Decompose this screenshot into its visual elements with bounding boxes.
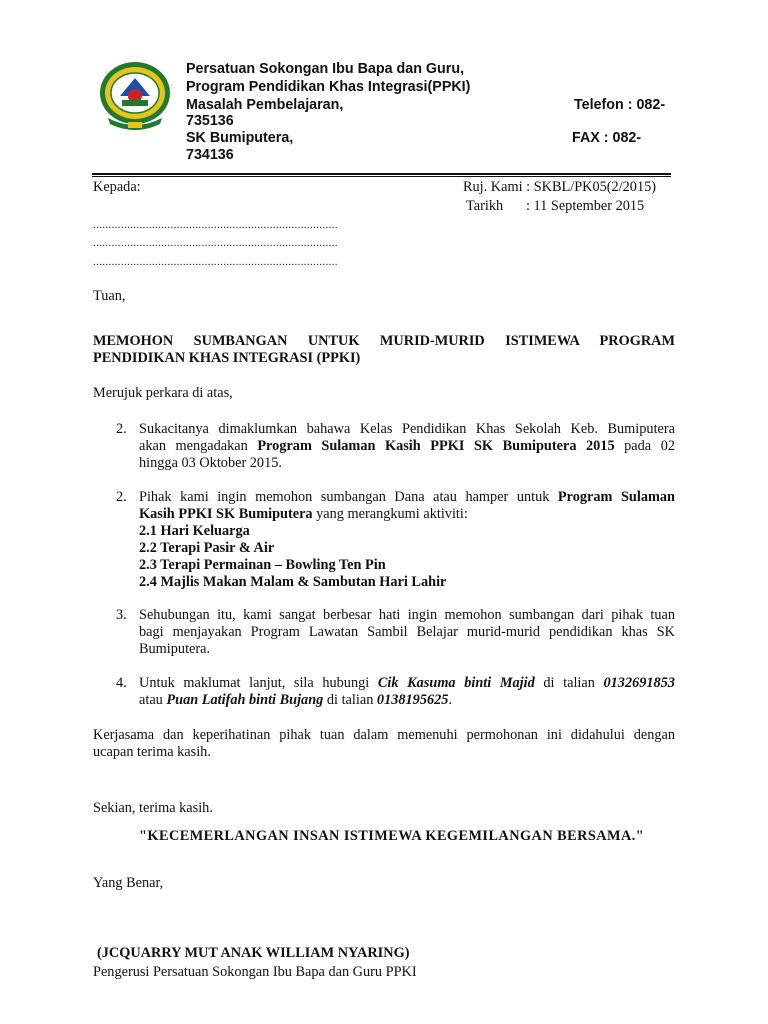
address-line-blank: ...............................................................................	[93, 256, 338, 268]
address-line-blank: ...............................................................................	[93, 237, 338, 249]
para-4	[139, 675, 675, 709]
activity-item: 2.1 Hari Keluarga	[139, 523, 250, 539]
reference-number: Ruj. Kami : SKBL/PK05(2/2015)	[463, 179, 657, 195]
text-run: atau	[139, 692, 167, 708]
para-3-line: Bumiputera.	[139, 641, 211, 657]
salutation: Tuan,	[93, 288, 126, 304]
date-label: Tarikh	[466, 198, 504, 214]
school-crest-logo	[98, 60, 172, 130]
address-line-blank: ...............................................................................	[93, 219, 338, 231]
text-run: Pihak kami ingin memohon sumbangan Dana atau hamper untuk	[139, 489, 558, 505]
text-run: akan mengadakan	[139, 438, 258, 454]
contact-name: Puan Latifah binti Bujang	[166, 692, 324, 708]
letterhead-telefon-cont: 735136	[186, 113, 234, 129]
text-run: pada 02	[614, 438, 675, 454]
kepada-label: Kepada:	[93, 179, 141, 195]
sekian-text: Sekian, terima kasih.	[93, 800, 213, 816]
para-1-number: 2.	[116, 421, 127, 437]
letterhead-fax: FAX : 082-	[572, 130, 642, 146]
letterhead-unit: Masalah Pembelajaran,	[186, 97, 344, 113]
contact-name: Cik Kasuma binti Majid	[377, 675, 535, 691]
program-name: Program Sulaman Kasih PPKI SK Bumiputera 2015	[257, 438, 615, 454]
signatory-title: Pengerusi Persatuan Sokongan Ibu Bapa dan Guru PPKI	[93, 964, 417, 980]
subject-heading	[93, 333, 675, 367]
letterhead-divider-thin	[92, 176, 671, 177]
text-run: di talian	[323, 692, 377, 708]
text-run: yang merangkumi aktiviti:	[312, 506, 468, 522]
yang-benar: Yang Benar,	[93, 875, 164, 891]
letterhead-divider	[92, 173, 671, 175]
letterhead-telefon: Telefon : 082-	[574, 97, 666, 113]
activity-item: 2.4 Majlis Makan Malam & Sambutan Hari Lahir	[139, 574, 447, 590]
letterhead-school: SK Bumiputera,	[186, 130, 294, 146]
para-3-line: bagi menjayakan Program Lawatan Sambil Belajar murid-murid pendidikan khas SK	[139, 624, 675, 640]
text-run: Untuk maklumat lanjut, sila hubungi	[139, 675, 378, 691]
closing-line: Kerjasama dan keperihatinan pihak tuan dalam memenuhi permohonan ini didahului dengan	[93, 727, 675, 743]
para-2-line	[139, 506, 675, 523]
text-run: .	[448, 692, 452, 708]
para-3-line: Sehubungan itu, kami sangat berbesar hati ingin memohon sumbangan dari pihak tuan	[139, 607, 675, 623]
para-3	[139, 607, 675, 658]
activity-item: 2.3 Terapi Permainan – Bowling Ten Pin	[139, 557, 386, 573]
para-1-line	[139, 438, 675, 455]
para-4-number: 4.	[116, 675, 127, 691]
closing-paragraph	[93, 727, 675, 761]
para-4-line	[139, 675, 675, 692]
contact-phone: 0138195625	[376, 692, 449, 708]
program-name: Kasih PPKI SK Bumiputera	[139, 506, 313, 522]
signatory-name: (JCQUARRY MUT ANAK WILLIAM NYARING)	[97, 945, 410, 961]
activity-item: 2.2 Terapi Pasir & Air	[139, 540, 275, 556]
merujuk-text: Merujuk perkara di atas,	[93, 385, 233, 401]
para-2-line	[139, 489, 675, 506]
subject-line-1: MEMOHON SUMBANGAN UNTUK MURID-MURID ISTIMEWA PROGRAM	[93, 333, 675, 349]
letterhead-program: Program Pendidikan Khas Integrasi(PPKI)	[186, 79, 471, 95]
para-1-line: hingga 03 Oktober 2015.	[139, 455, 282, 471]
closing-line: ucapan terima kasih.	[93, 744, 211, 760]
para-2	[139, 489, 675, 591]
para-3-number: 3.	[116, 607, 127, 623]
para-1	[139, 421, 675, 472]
para-1-line: Sukacitanya dimaklumkan bahawa Kelas Pendidikan Khas Sekolah Keb. Bumiputera	[139, 421, 675, 437]
contact-phone: 0132691853	[603, 675, 675, 691]
para-2-number: 2.	[116, 489, 127, 505]
para-4-line	[139, 692, 675, 709]
subject-line-2: PENDIDIKAN KHAS INTEGRASI (PPKI)	[93, 350, 361, 366]
school-motto: "KECEMERLANGAN INSAN ISTIMEWA KEGEMILANGAN BERSAMA."	[139, 828, 645, 844]
letterhead-fax-cont: 734136	[186, 147, 234, 163]
text-run: di talian	[534, 675, 604, 691]
letterhead-org: Persatuan Sokongan Ibu Bapa dan Guru,	[186, 61, 465, 77]
date-value: : 11 September 2015	[526, 198, 645, 214]
program-name: Program Sulaman	[557, 489, 675, 505]
